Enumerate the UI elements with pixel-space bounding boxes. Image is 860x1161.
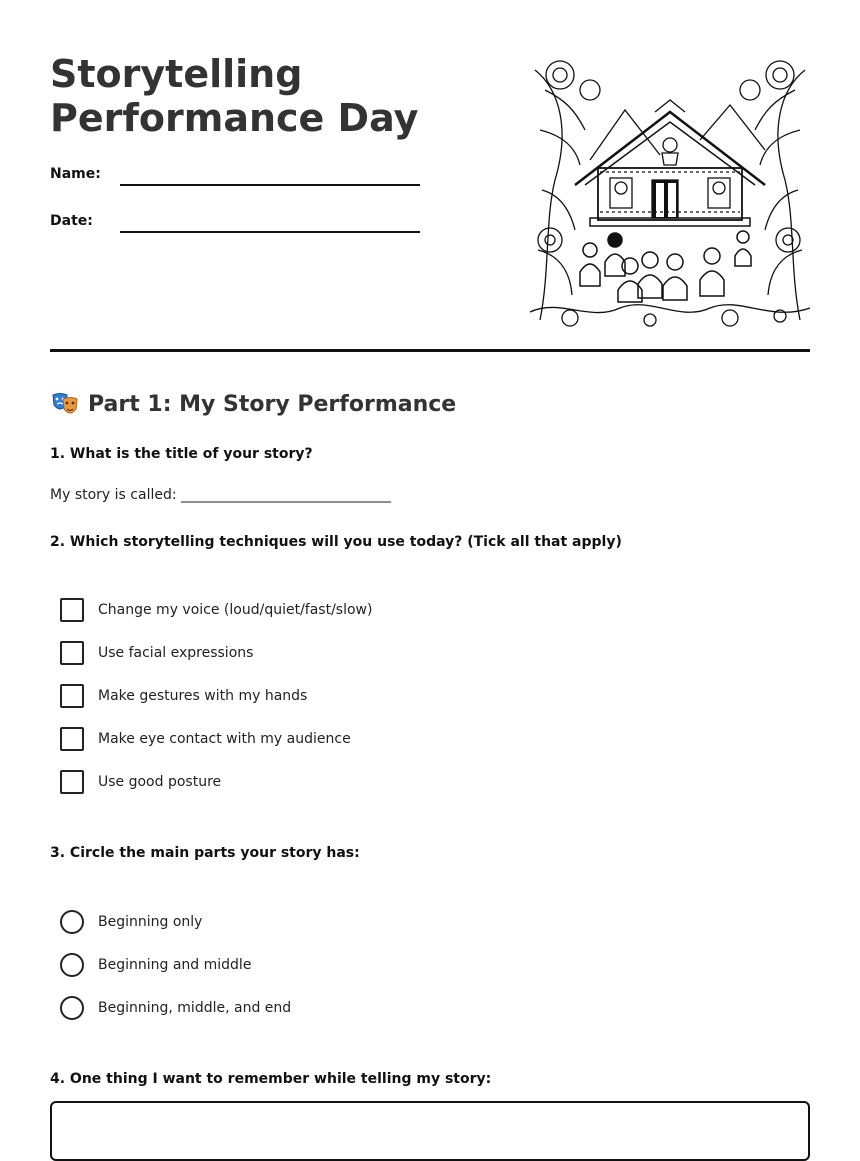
title-line-2: Performance Day bbox=[50, 96, 419, 140]
part1-heading bbox=[50, 388, 456, 420]
checkbox[interactable] bbox=[60, 727, 84, 751]
story-title-answer[interactable]: My story is called: ______________________________ bbox=[50, 487, 392, 503]
checkbox[interactable] bbox=[60, 770, 84, 794]
date-label: Date: bbox=[50, 213, 93, 229]
technique-option[interactable] bbox=[60, 769, 221, 795]
circle-option[interactable] bbox=[60, 996, 84, 1020]
story-part-label: Beginning only bbox=[98, 914, 203, 930]
performing-arts-masks-icon bbox=[50, 389, 80, 419]
worksheet-title bbox=[50, 52, 510, 140]
story-part-option[interactable] bbox=[60, 952, 251, 978]
story-part-label: Beginning, middle, and end bbox=[98, 1000, 292, 1016]
question-3: 3. Circle the main parts your story has: bbox=[50, 845, 360, 861]
marae-storytelling-illustration bbox=[530, 50, 810, 330]
title-line-1: Storytelling bbox=[50, 52, 303, 96]
story-part-option[interactable] bbox=[60, 909, 202, 935]
worksheet-page bbox=[50, 0, 810, 1161]
technique-label: Make eye contact with my audience bbox=[98, 731, 351, 747]
technique-label: Use facial expressions bbox=[98, 645, 254, 661]
circle-option[interactable] bbox=[60, 953, 84, 977]
question-2: 2. Which storytelling techniques will you use today? (Tick all that apply) bbox=[50, 534, 622, 550]
name-label: Name: bbox=[50, 166, 101, 182]
name-line[interactable] bbox=[120, 184, 420, 186]
technique-label: Use good posture bbox=[98, 774, 222, 790]
technique-label: Change my voice (loud/quiet/fast/slow) bbox=[98, 602, 373, 618]
checkbox[interactable] bbox=[60, 684, 84, 708]
header-divider bbox=[50, 349, 810, 352]
story-part-option[interactable] bbox=[60, 995, 291, 1021]
name-field[interactable] bbox=[50, 166, 420, 196]
technique-label: Make gestures with my hands bbox=[98, 688, 308, 704]
technique-option[interactable] bbox=[60, 683, 307, 709]
checkbox[interactable] bbox=[60, 598, 84, 622]
question-1: 1. What is the title of your story? bbox=[50, 446, 313, 462]
technique-option[interactable] bbox=[60, 640, 253, 666]
circle-option[interactable] bbox=[60, 910, 84, 934]
date-line[interactable] bbox=[120, 231, 420, 233]
story-part-label: Beginning and middle bbox=[98, 957, 252, 973]
remember-answer-box[interactable] bbox=[50, 1101, 810, 1161]
technique-option[interactable] bbox=[60, 726, 351, 752]
question-4: 4. One thing I want to remember while telling my story: bbox=[50, 1071, 492, 1087]
date-field[interactable] bbox=[50, 213, 420, 243]
part1-title: Part 1: My Story Performance bbox=[88, 391, 457, 417]
technique-option[interactable] bbox=[60, 597, 372, 623]
checkbox[interactable] bbox=[60, 641, 84, 665]
